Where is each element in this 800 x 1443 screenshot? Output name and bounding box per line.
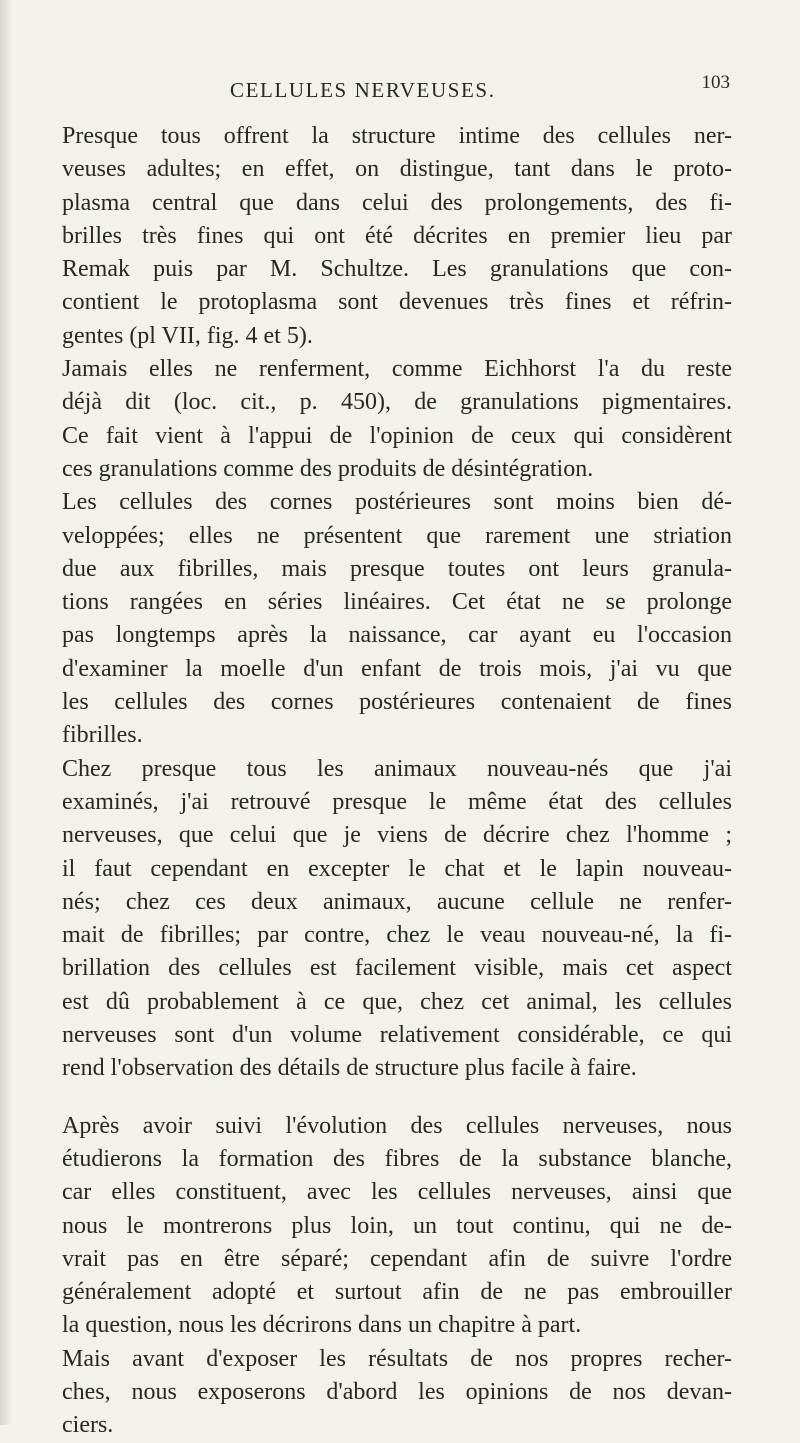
paragraph — [62, 353, 732, 486]
text-line: la question, nous les décrirons dans un chapitre à part. — [62, 1312, 582, 1339]
text-line: car elles constituent, avec les cellules nerveuses, ainsi que — [62, 1179, 732, 1206]
text-line: mait de fibrilles; par contre, chez le veau nouveau-né, la fi- — [62, 922, 732, 949]
text-line: Après avoir suivi l'évolution des cellules nerveuses, nous — [62, 1112, 732, 1139]
text-line: tions rangées en séries linéaires. Cet état ne se prolonge — [62, 589, 732, 616]
text-line: il faut cependant en excepter le chat et le lapin nouveau- — [62, 855, 732, 882]
text-line: Presque tous offrent la structure intime des cellules ner- — [62, 123, 732, 149]
text-line: Ce fait vient à l'appui de l'opinion de ceux qui considèrent — [62, 422, 732, 449]
page-number: 103 — [701, 72, 730, 93]
text-line: veuses adultes; en effet, on distingue, tant dans le proto- — [62, 156, 732, 183]
text-line: d'examiner la moelle d'un enfant de trois mois, j'ai vu que — [62, 655, 732, 682]
text-line: nous le montrerons plus loin, un tout continu, qui ne de- — [62, 1212, 732, 1239]
body-text — [62, 120, 732, 1443]
section-gap — [62, 1086, 732, 1110]
text-line: fibrilles. — [62, 722, 143, 749]
text-line: brilles très fines qui ont été décrites en premier lieu par — [62, 222, 732, 249]
text-line: Jamais elles ne renferment, comme Eichhorst l'a du reste — [62, 356, 732, 383]
paragraph — [62, 1343, 732, 1443]
page-header — [230, 72, 730, 112]
text-line: contient le protoplasma sont devenues très fines et réfrin- — [62, 289, 732, 316]
paragraph — [62, 486, 732, 752]
text-line: ciers. — [62, 1412, 114, 1439]
text-line: nés; chez ces deux animaux, aucune cellule ne renfer- — [62, 888, 732, 915]
text-line: gentes (pl VII, fig. 4 et 5). — [62, 322, 313, 349]
text-line: déjà dit (loc. cit., p. 450), de granulations pigmentaires. — [62, 389, 732, 416]
paragraph — [62, 120, 732, 353]
text-line: les cellules des cornes postérieures contenaient de fines — [62, 689, 732, 716]
text-line: ces granulations comme des produits de désintégration. — [62, 455, 594, 482]
text-line: généralement adopté et surtout afin de ne pas embrouiller — [62, 1279, 732, 1306]
text-line: ches, nous exposerons d'abord les opinions de nos devan- — [62, 1378, 732, 1405]
text-line: plasma central que dans celui des prolongements, des fi- — [62, 189, 732, 216]
text-line: brillation des cellules est facilement visible, mais cet aspect — [62, 955, 732, 982]
text-line: Les cellules des cornes postérieures sont moins bien dé- — [62, 489, 732, 516]
text-line: est dû probablement à ce que, chez cet animal, les cellules — [62, 988, 732, 1015]
text-line: examinés, j'ai retrouvé presque le même état des cellules — [62, 788, 732, 815]
text-line: pas longtemps après la naissance, car ayant eu l'occasion — [62, 622, 732, 649]
running-title: CELLULES NERVEUSES. — [230, 78, 496, 102]
text-line: Mais avant d'exposer les résultats de nos propres recher- — [62, 1345, 732, 1372]
text-line: veloppées; elles ne présentent que rarement une striation — [62, 522, 732, 549]
text-line: nerveuses, que celui que je viens de décrire chez l'homme ; — [62, 822, 732, 849]
text-line: nerveuses sont d'un volume relativement considérable, ce qui — [62, 1022, 732, 1049]
text-line: Chez presque tous les animaux nouveau-nés que j'ai — [62, 755, 732, 782]
page-edge-shadow — [0, 0, 12, 1425]
text-line: vrait pas en être séparé; cependant afin de suivre l'ordre — [62, 1245, 732, 1272]
text-line: étudierons la formation des fibres de la substance blanche, — [62, 1145, 732, 1172]
paragraph — [62, 1110, 732, 1343]
paragraph — [62, 753, 732, 1086]
text-line: rend l'observation des détails de structure plus facile à faire. — [62, 1055, 637, 1082]
text-line: Remak puis par M. Schultze. Les granulations que con- — [62, 256, 732, 283]
text-line: due aux fibrilles, mais presque toutes ont leurs granula- — [62, 555, 732, 582]
